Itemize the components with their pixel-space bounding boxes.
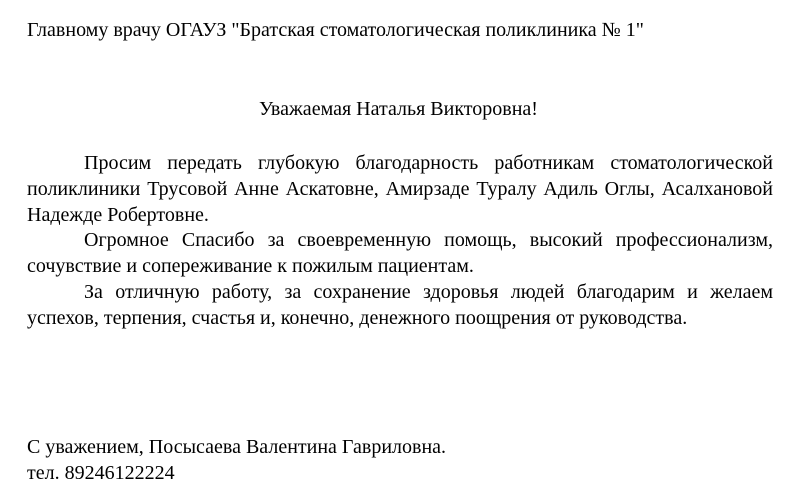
addressee-line: Главному врачу ОГАУЗ "Братская стоматологическая поликлиника № 1" [27,19,644,41]
paragraph-wishes: За отличную работу, за сохранение здоровья людей благодарим и желаем успехов, терпения, счастья и, конечно, денежного поощрения от руководства. [27,280,773,329]
phone-line: тел. 89246122224 [27,462,175,484]
salutation: Уважаемая Наталья Викторовна! [259,98,538,120]
paragraph-thanks: Огромное Спасибо за своевременную помощь, высокий профессионализм, сочувствие и сопереживание к пожилым пациентам. [27,229,773,278]
closing-line: С уважением, Посысаева Валентина Гавриловна. [27,436,447,458]
signature-block [27,434,446,486]
paragraph-gratitude: Просим передать глубокую благодарность работникам стоматологической поликлиники Трусовой Анне Аскатовне, Амирзаде Туралу Адиль Оглы, Асалхановой Надежде Робертовне. [27,152,773,226]
letter-body [27,151,773,332]
